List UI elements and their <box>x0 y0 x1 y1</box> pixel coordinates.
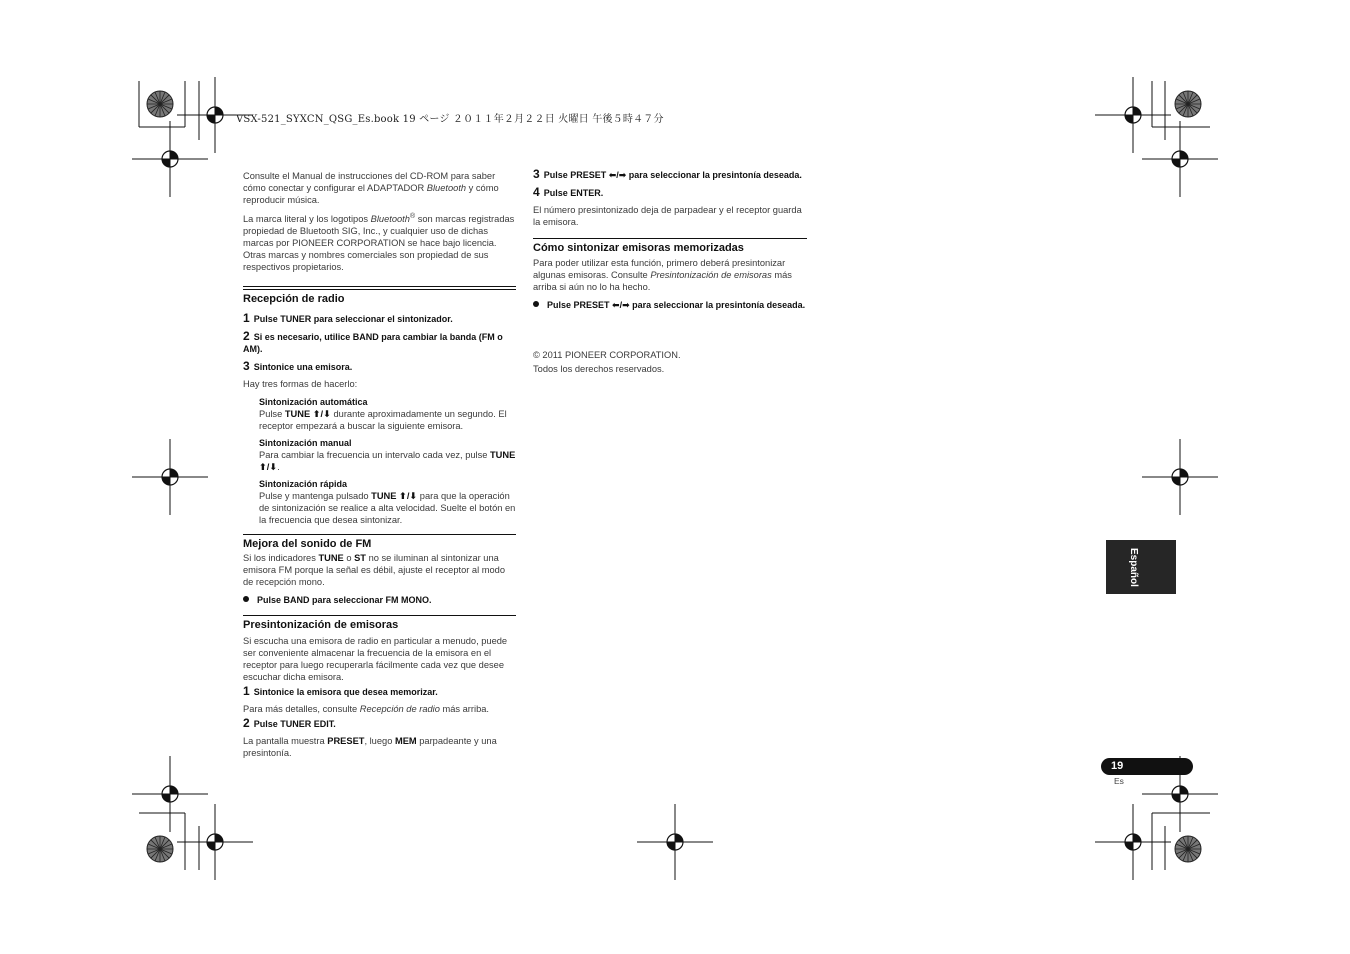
language-tab-label: Español <box>1128 548 1139 587</box>
section-rule <box>243 615 516 616</box>
page-number: 19 <box>1111 760 1124 772</box>
crosshair-icon <box>132 439 208 515</box>
rights-reserved-line: Todos los derechos reservados. <box>533 364 665 374</box>
page-number-pill <box>1101 758 1193 775</box>
preset-step-2: 2 Pulse TUNER EDIT. <box>243 716 336 731</box>
bluetooth-intro: Consulte el Manual de instrucciones del CD-ROM para saber cómo conectar y configurar el ADAPTADOR Bluetooth y cómo reproducir música. <box>243 171 499 205</box>
crosshair-icon <box>132 121 208 197</box>
crosshair-icon <box>132 756 208 832</box>
radio-step-2: 2 Si es necesario, utilice BAND para cambiar la banda (FM o AM). <box>243 329 503 355</box>
preset-step-1-text: Para más detalles, consulte Recepción de radio más arriba. <box>243 704 489 715</box>
manual-tuning-text: Para cambiar la frecuencia un intervalo cada vez, pulse TUNE ⬆/⬇. <box>259 450 516 473</box>
registration-star-icon <box>147 91 173 117</box>
registration-star-icon <box>147 836 173 862</box>
trademark-note: La marca literal y los logotipos Bluetooth® son marcas registradas propiedad de Bluetooth SIG, Inc., y cualquier uso de dichas marcas por PIONEER CORPORATION se hace bajo licencia. Otras marcas y nombres comerciales son propiedad de sus respectivos propietarios. <box>243 213 515 273</box>
tuning-methods <box>243 396 516 526</box>
registration-star-icon <box>1175 91 1201 117</box>
preset-intro: Si escucha una emisora de radio en particular a menudo, puede ser conveniente almacenar la frecuencia de la emisora en el receptor para luego recuperarla fácilmente cada vez que desee escuchar dicha emisora. <box>243 636 508 683</box>
crosshair-icon <box>1142 439 1218 515</box>
auto-tuning-heading: Sintonización automática <box>259 397 368 408</box>
crosshair-icon <box>177 804 253 880</box>
left-column <box>243 170 516 764</box>
crosshair-icon <box>1142 121 1218 197</box>
section-rule <box>243 286 516 290</box>
radio-step-1: 1 Pulse TUNER para seleccionar el sintonizador. <box>243 311 453 326</box>
preset-step-4: 4 Pulse ENTER. <box>533 185 604 199</box>
registration-star-icon <box>1175 836 1201 862</box>
page-language-code: Es <box>1114 776 1124 786</box>
bullet-icon <box>533 301 539 307</box>
preset-step-1: 1 Sintonice la emisora que desea memorizar. <box>243 684 438 699</box>
fast-tuning-heading: Sintonización rápida <box>259 479 348 490</box>
crosshair-icon <box>1095 804 1171 880</box>
radio-step-3: 3 Sintonice una emisora. <box>243 359 353 374</box>
bullet-icon <box>243 596 249 602</box>
crosshair-icon <box>637 804 713 880</box>
section-title-radio: Recepción de radio <box>243 293 345 306</box>
book-header-line: VSX-521_SYXCN_QSG_Es.book 19 ページ ２０１１年２月２２日 火曜日 午後５時４７分 <box>236 114 664 125</box>
preset-step-4-text: El número presintonizado deja de parpadear y el receptor guarda la emisora. <box>533 205 802 227</box>
section-title-fm: Mejora del sonido de FM <box>243 538 372 551</box>
right-column <box>533 168 807 380</box>
fm-text: Si los indicadores TUNE o ST no se iluminan al sintonizar una emisora FM porque la señal es débil, ajuste el receptor al modo de recepción mono. <box>243 553 505 588</box>
memorized-bullet: Pulse PRESET ⬅/➡ para seleccionar la presintonía deseada. <box>533 299 807 311</box>
section-title-preset: Presintonización de emisoras <box>243 619 399 632</box>
language-side-tab <box>1106 540 1176 594</box>
crosshair-icon <box>1095 77 1171 153</box>
manual-tuning-heading: Sintonización manual <box>259 438 352 449</box>
preset-step-2-text: La pantalla muestra PRESET, luego MEM parpadeante y una presintonía. <box>243 736 497 759</box>
copyright-line: © 2011 PIONEER CORPORATION. <box>533 350 681 360</box>
fm-bullet: Pulse BAND para seleccionar FM MONO. <box>243 594 516 606</box>
preset-step-3: 3 Pulse PRESET ⬅/➡ para seleccionar la presintonía deseada. <box>533 167 802 181</box>
auto-tuning-text: Pulse TUNE ⬆/⬇ durante aproximadamente un segundo. El receptor empezará a buscar la siguiente emisora. <box>259 409 507 432</box>
fast-tuning-text: Pulse y mantenga pulsado TUNE ⬆/⬇ para que la operación de sintonización se realice a alta velocidad. Suelte el botón en la frecuencia que desea sintonizar. <box>259 491 516 526</box>
section-rule <box>243 534 516 535</box>
radio-step-3-text: Hay tres formas de hacerlo: <box>243 379 358 390</box>
section-rule <box>533 238 807 239</box>
section-title-memorized: Cómo sintonizar emisoras memorizadas <box>533 242 744 254</box>
memorized-text: Para poder utilizar esta función, primero deberá presintonizar algunas emisoras. Consulte Presintonización de emisoras más arriba si aún no lo ha hecho. <box>533 258 792 292</box>
